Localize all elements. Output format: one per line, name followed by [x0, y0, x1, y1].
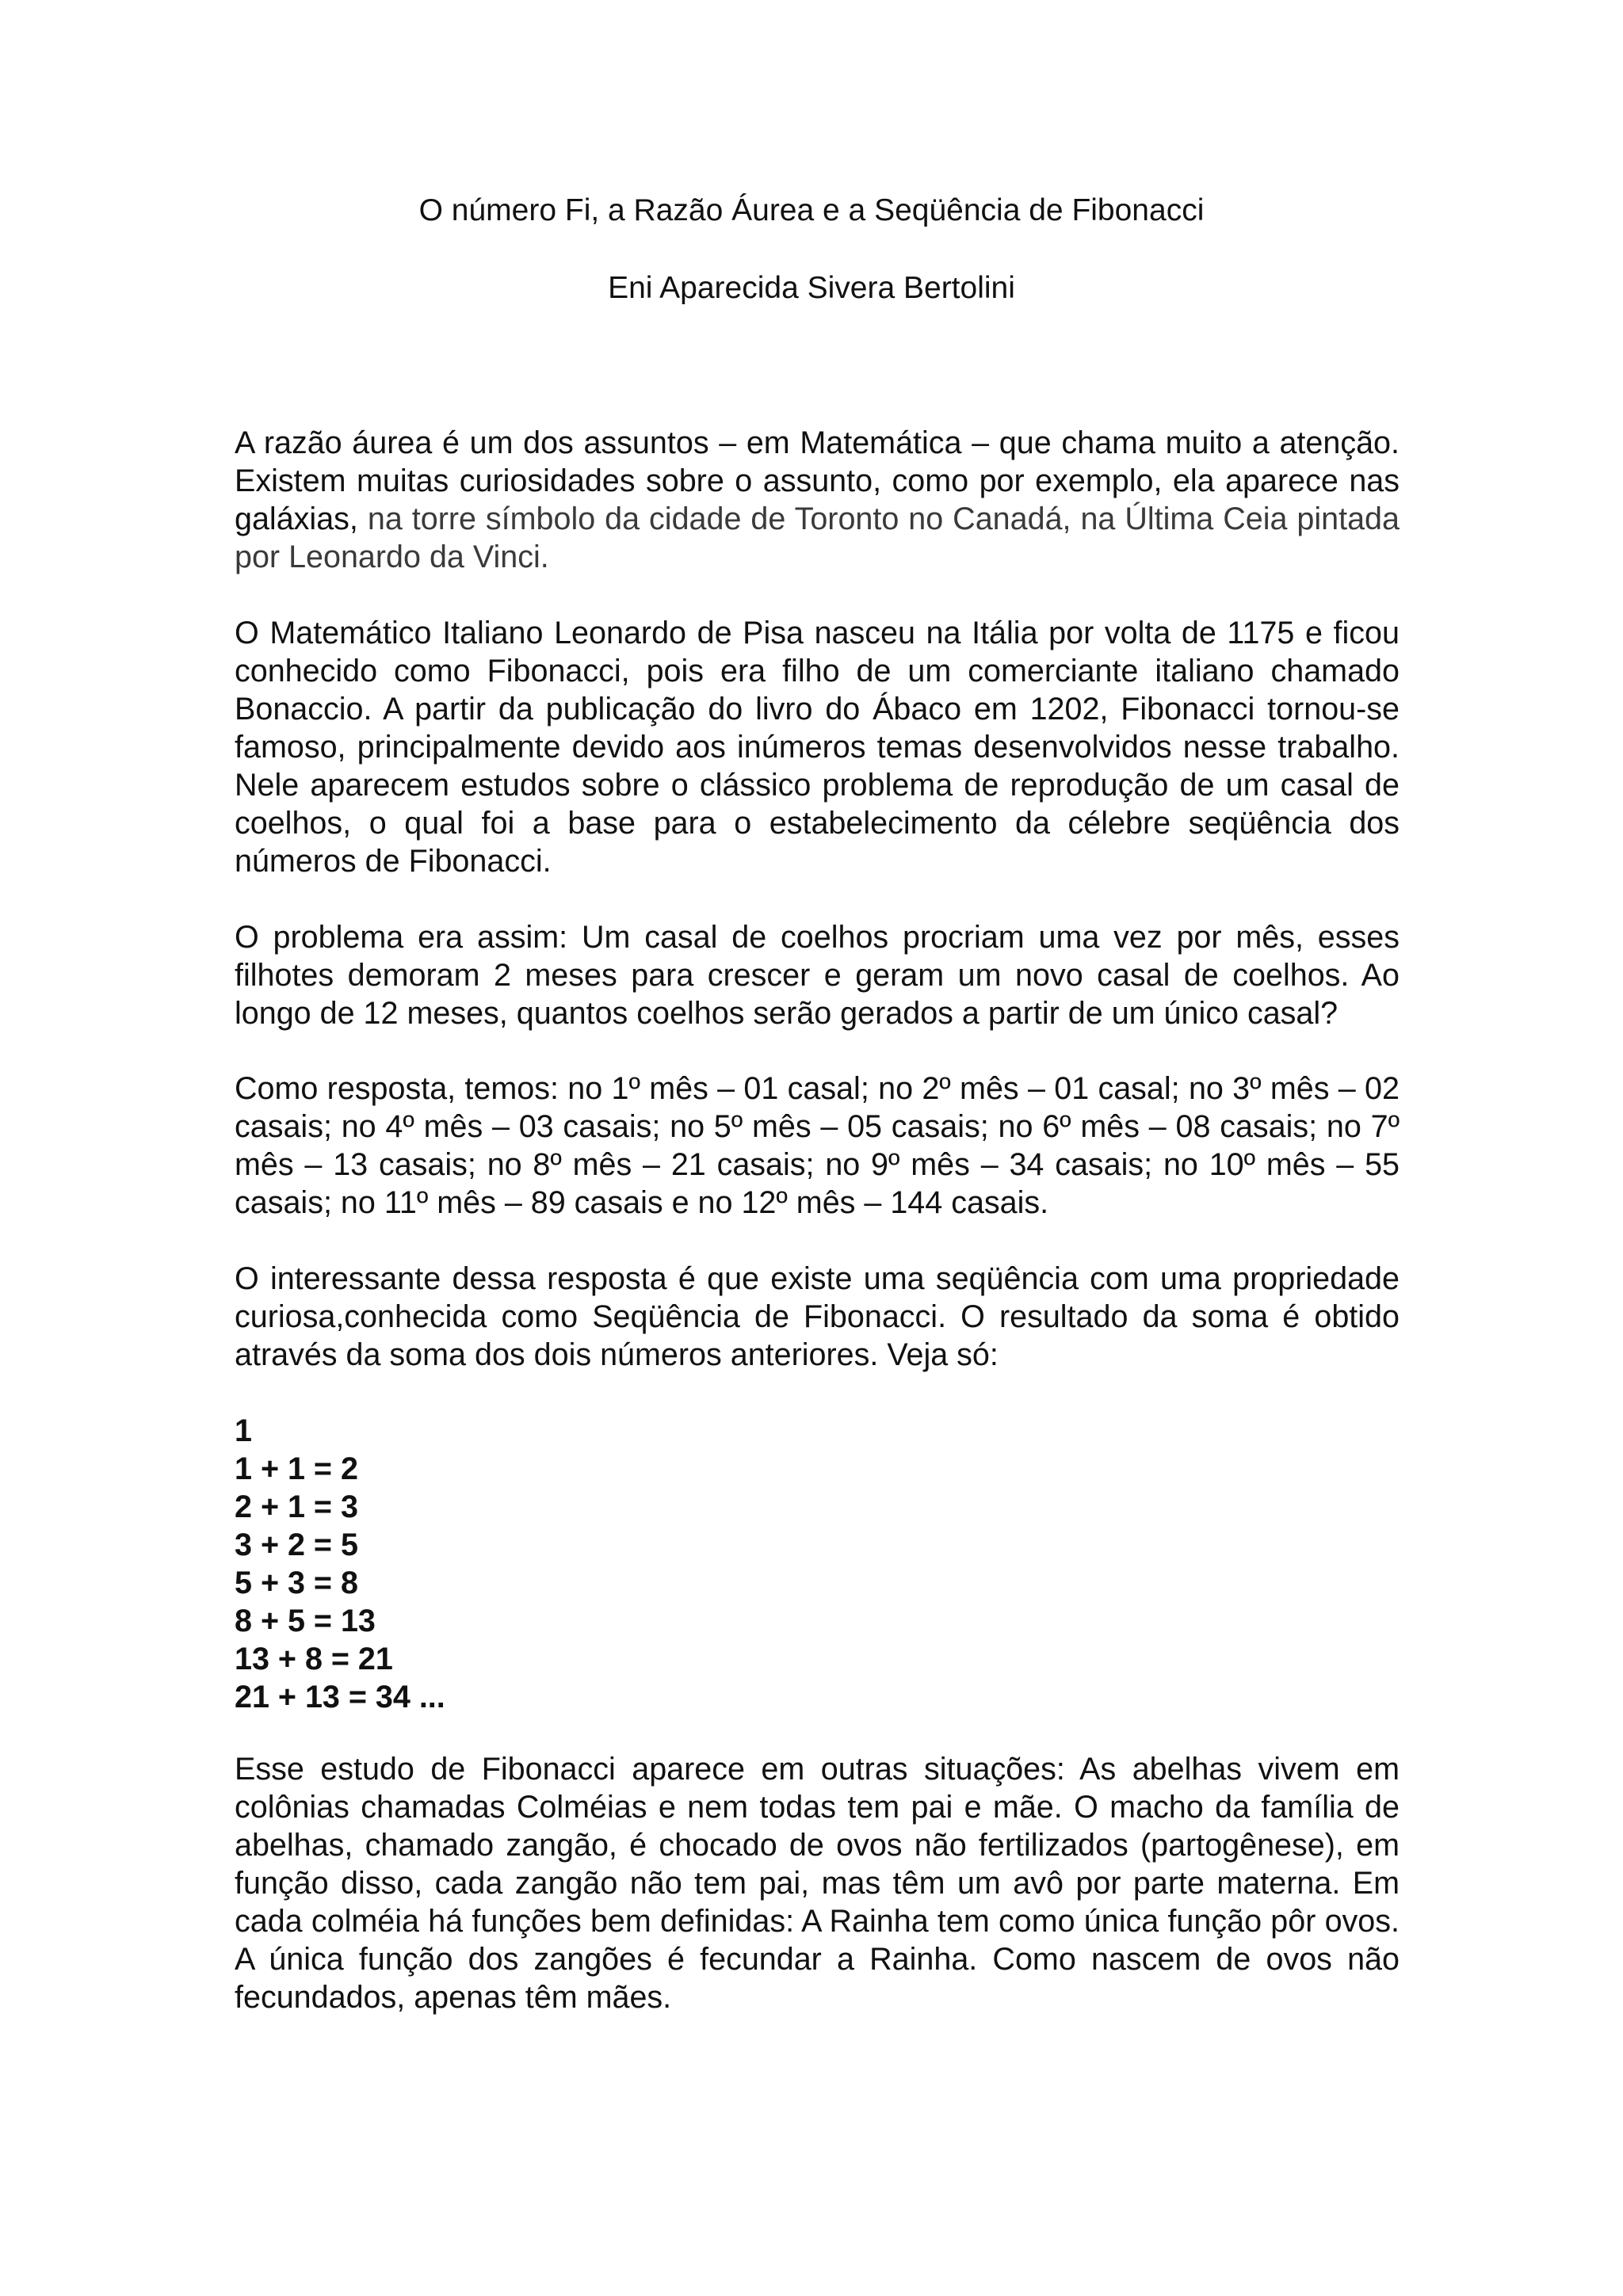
paragraph-golden-ratio-part1: A razão áurea é um dos assuntos – em Matemática – que chama muito a atenção. Existem muitas curiosidades sobre o assunto, como por exemplo, ela aparece nas galáxias, — [235, 425, 1400, 536]
sequence-line: 1 + 1 = 2 — [235, 1451, 358, 1486]
sequence-line: 8 + 5 = 13 — [235, 1604, 376, 1638]
paragraph-golden-ratio-part2: na torre símbolo da cidade de Toronto no Canadá, na Última Ceia pintada por Leonardo da Vinci. — [235, 502, 1400, 574]
sequence-line: 3 + 2 = 5 — [235, 1527, 358, 1562]
paragraph-sequence-intro: O interessante dessa resposta é que existe uma seqüência com uma propriedade curiosa,conhecida como Seqüência de Fibonacci. O resultado da soma é obtido através da soma dos dois números anteriores. Veja só: — [235, 1261, 1400, 1372]
document-title: O número Fi, a Razão Áurea e a Seqüência de Fibonacci — [418, 193, 1205, 227]
sequence-line: 2 + 1 = 3 — [235, 1489, 358, 1524]
sequence-line: 13 + 8 = 21 — [235, 1642, 393, 1676]
paragraph-rabbit-problem: O problema era assim: Um casal de coelhos procriam uma vez por mês, esses filhotes demoram 2 meses para crescer e geram um novo casal de coelhos. Ao longo de 12 meses, quantos coelhos serão gerados a partir de um único casal? — [235, 920, 1400, 1031]
fibonacci-sequence-list — [235, 1412, 445, 1716]
paragraph-golden-ratio — [235, 424, 1400, 576]
paragraph-bees: Esse estudo de Fibonacci aparece em outras situações: As abelhas vivem em colônias chamadas Colméias e nem todas tem pai e mãe. O macho da família de abelhas, chamado zangão, é chocado de ovos não fertilizados (partogênese), em função disso, cada zangão não tem pai, mas têm um avô por parte materna. Em cada colméia há funções bem definidas: A Rainha tem como única função pôr ovos. A única função dos zangões é fecundar a Rainha. Como nascem de ovos não fecundados, apenas têm mães. — [235, 1752, 1400, 2015]
paragraph-rabbit-answer: Como resposta, temos: no 1º mês – 01 casal; no 2º mês – 01 casal; no 3º mês – 02 casais; no 4º mês – 03 casais; no 5º mês – 05 casais; no 6º mês – 08 casais; no 7º mês – 13 casais; no 8º mês – 21 casais; no 9º mês – 34 casais; no 10º mês – 55 casais; no 11º mês – 89 casais e no 12º mês – 144 casais. — [235, 1071, 1400, 1220]
document-author: Eni Aparecida Sivera Bertolini — [608, 271, 1015, 305]
paragraph-fibonacci-history: O Matemático Italiano Leonardo de Pisa nasceu na Itália por volta de 1175 e ficou conhecido como Fibonacci, pois era filho de um comerciante italiano chamado Bonaccio. A partir da publicação do livro do Ábaco em 1202, Fibonacci tornou-se famoso, principalmente devido aos inúmeros temas desenvolvidos nesse trabalho. Nele aparecem estudos sobre o clássico problema de reprodução de um casal de coelhos, o qual foi a base para o estabelecimento da célebre seqüência dos números de Fibonacci. — [235, 616, 1400, 879]
sequence-line: 1 — [235, 1413, 252, 1448]
sequence-line: 21 + 13 = 34 ... — [235, 1680, 445, 1714]
sequence-line: 5 + 3 = 8 — [235, 1566, 358, 1600]
